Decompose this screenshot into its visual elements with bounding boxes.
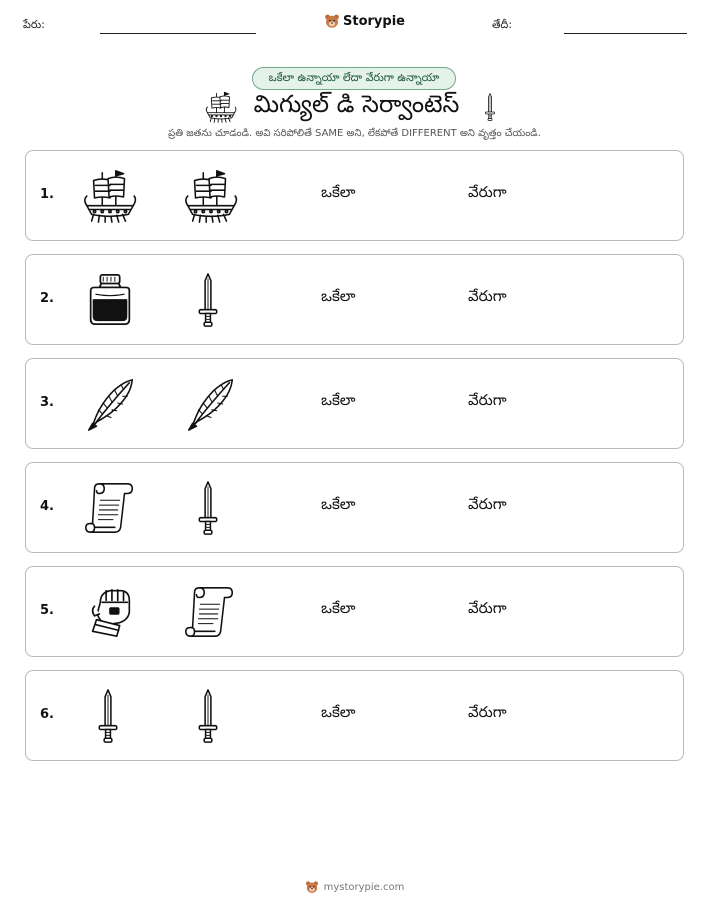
sword-icon: [79, 687, 137, 745]
different-option[interactable]: వేరుగా: [468, 495, 507, 513]
question-row: [25, 254, 684, 345]
right-picture: [181, 583, 239, 641]
name-line[interactable]: [100, 33, 256, 34]
right-picture: [179, 271, 237, 329]
same-option[interactable]: ఒకేలా: [321, 183, 356, 201]
ship-icon: [182, 167, 240, 225]
question-number: 5.: [40, 603, 54, 618]
storypie-bear-icon: [324, 13, 340, 29]
brand-name: Storypie: [343, 13, 405, 29]
left-picture: [79, 687, 137, 745]
different-option[interactable]: వేరుగా: [468, 391, 507, 409]
left-picture: [81, 479, 139, 537]
same-option[interactable]: ఒకేలా: [321, 391, 356, 409]
right-picture: [181, 375, 239, 433]
page-title: మిగ్యుల్ డి సెర్వాంటెస్: [253, 90, 460, 118]
ship-icon: [81, 167, 139, 225]
question-number: 2.: [40, 291, 54, 306]
footer-site[interactable]: mystorypie.com: [323, 881, 405, 893]
same-option[interactable]: ఒకేలా: [321, 599, 356, 617]
question-number: 1.: [40, 187, 54, 202]
left-picture: [81, 583, 139, 641]
question-number: 4.: [40, 499, 54, 514]
brand-logo: [324, 13, 405, 29]
question-row: [25, 462, 684, 553]
same-option[interactable]: ఒకేలా: [321, 703, 356, 721]
different-option[interactable]: వేరుగా: [468, 703, 507, 721]
left-picture: [81, 375, 139, 433]
sword-icon: [179, 271, 237, 329]
sword-icon: [475, 92, 505, 122]
activity-badge: ఒకేలా ఉన్నాయా లేదా వేరుగా ఉన్నాయా: [252, 67, 456, 90]
question-row: [25, 670, 684, 761]
question-row: [25, 566, 684, 657]
inkwell-icon: [81, 271, 139, 329]
gauntlet-icon: [81, 583, 139, 641]
date-label: తేదీ:: [492, 18, 513, 31]
left-picture: [81, 271, 139, 329]
right-picture: [179, 687, 237, 745]
name-label: పేరు:: [23, 18, 45, 31]
storypie-bear-icon: [305, 880, 319, 894]
right-picture: [182, 167, 240, 225]
instructions: ప్రతి జతను చూడండి. అవి సరిపోలితే SAME అని, లేకపోతే DIFFERENT అని వృత్తం చేయండి.: [168, 128, 541, 139]
different-option[interactable]: వేరుగా: [468, 599, 507, 617]
question-number: 6.: [40, 707, 54, 722]
same-option[interactable]: ఒకేలా: [321, 287, 356, 305]
sword-icon: [179, 479, 237, 537]
ship-icon: [204, 90, 238, 124]
question-row: [25, 150, 684, 241]
sword-icon: [179, 687, 237, 745]
question-row: [25, 358, 684, 449]
question-number: 3.: [40, 395, 54, 410]
different-option[interactable]: వేరుగా: [468, 183, 507, 201]
scroll-icon: [81, 479, 139, 537]
left-picture: [81, 167, 139, 225]
date-line[interactable]: [564, 33, 687, 34]
footer: [0, 880, 709, 894]
title-row: [0, 90, 709, 124]
right-picture: [179, 479, 237, 537]
same-option[interactable]: ఒకేలా: [321, 495, 356, 513]
scroll-icon: [181, 583, 239, 641]
quill-icon: [181, 375, 239, 433]
quill-icon: [81, 375, 139, 433]
different-option[interactable]: వేరుగా: [468, 287, 507, 305]
